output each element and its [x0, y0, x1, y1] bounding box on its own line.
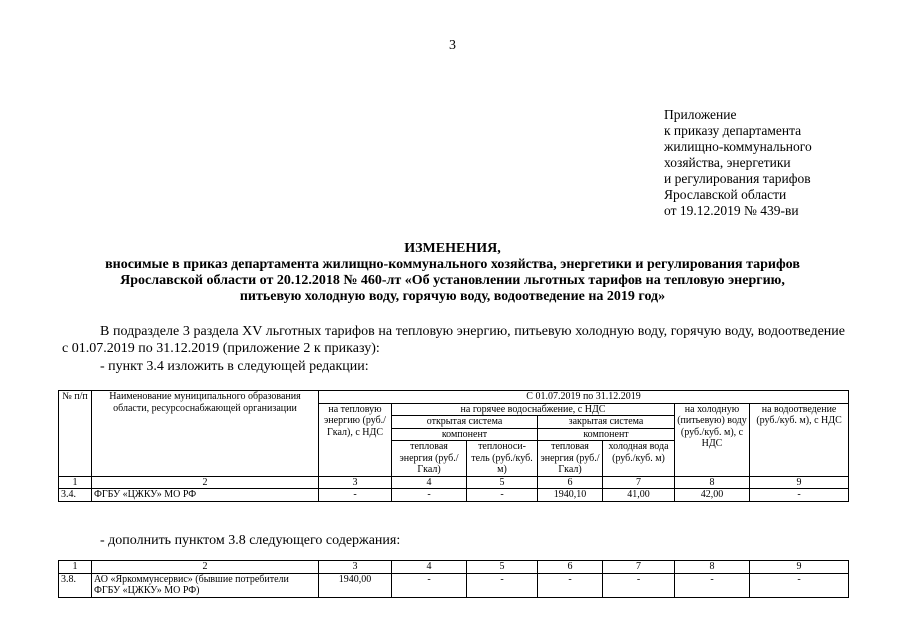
col-number: 8 — [675, 561, 750, 574]
cell-value: - — [675, 573, 750, 597]
header-closed-system: закрытая система — [538, 416, 675, 429]
col-number: 7 — [603, 561, 675, 574]
col-number: 6 — [538, 476, 603, 489]
cell-value: - — [392, 573, 467, 597]
header-cold-water-component: холодная вода (руб./куб. м) — [603, 441, 675, 477]
appendix-line: и регулирования тарифов — [664, 171, 811, 186]
header-num: № п/п — [59, 391, 92, 477]
header-heat: на тепловую энергию (руб./Гкал), с НДС — [319, 403, 392, 476]
cell-value: 1940,10 — [538, 489, 603, 502]
col-number: 3 — [319, 561, 392, 574]
table-row — [59, 489, 849, 502]
cell-value: - — [467, 489, 538, 502]
header-name: Наименование муниципального образования области, ресурсоснабжающей организации — [92, 391, 319, 477]
header-period: С 01.07.2019 по 31.12.2019 — [319, 391, 849, 404]
cell-value: - — [603, 573, 675, 597]
title-line: Ярославской области от 20.12.2018 № 460-лт «Об установлении льготных тарифов на тепловую энергию, — [120, 273, 785, 288]
intro-paragraph: В подразделе 3 раздела XV льготных тарифов на тепловую энергию, питьевую холодную воду, горячую воду, водоотведение с 01.07.2019 по 31.12.2019 (приложение 2 к приказу): — [62, 324, 845, 356]
cell-value: 41,00 — [603, 489, 675, 502]
cell-name: АО «Яркоммунсервис» (бывшие потребители ФГБУ «ЦЖКУ» МО РФ) — [92, 573, 319, 597]
cell-value: - — [319, 489, 392, 502]
col-number: 1 — [59, 476, 92, 489]
appendix-block — [664, 107, 812, 219]
header-component: компонент — [538, 428, 675, 441]
title-line: вносимые в приказ департамента жилищно-коммунального хозяйства, энергетики и регулирования тарифов — [105, 257, 800, 272]
header-heat-carrier: теплоноси-тель (руб./куб. м) — [467, 441, 538, 477]
header-cold-water: на холодную (питьевую) воду (руб./куб. м), с НДС — [675, 403, 750, 476]
col-number: 6 — [538, 561, 603, 574]
document-title — [60, 241, 845, 305]
appendix-line: Ярославской области — [664, 187, 787, 202]
header-component: компонент — [392, 428, 538, 441]
appendix-line: жилищно-коммунального — [664, 139, 812, 154]
header-sewage: на водоотведение (руб./куб. м), с НДС — [750, 403, 849, 476]
header-heat-energy: тепловая энергия (руб./Гкал) — [392, 441, 467, 477]
cell-value: 42,00 — [675, 489, 750, 502]
col-number: 2 — [92, 561, 319, 574]
cell-value: 1940,00 — [319, 573, 392, 597]
tariff-table-3-4 — [58, 390, 849, 502]
cell-value: - — [467, 573, 538, 597]
item-3-4-paragraph: - пункт 3.4 изложить в следующей редакции: — [100, 359, 369, 374]
col-number: 2 — [92, 476, 319, 489]
item-3-8-paragraph: - дополнить пунктом 3.8 следующего содержания: — [100, 533, 401, 548]
header-open-system: открытая система — [392, 416, 538, 429]
col-number: 4 — [392, 561, 467, 574]
title-line: ИЗМЕНЕНИЯ, — [404, 241, 501, 256]
col-number: 3 — [319, 476, 392, 489]
col-number: 5 — [467, 476, 538, 489]
title-line: питьевую холодную воду, горячую воду, водоотведение на 2019 год» — [239, 289, 666, 304]
col-number: 8 — [675, 476, 750, 489]
appendix-line: от 19.12.2019 № 439-ви — [664, 203, 799, 218]
cell-value: - — [750, 489, 849, 502]
cell-value: - — [392, 489, 467, 502]
cell-name: ФГБУ «ЦЖКУ» МО РФ — [92, 489, 319, 502]
col-number: 5 — [467, 561, 538, 574]
cell-value: - — [750, 573, 849, 597]
col-number: 7 — [603, 476, 675, 489]
col-number: 1 — [59, 561, 92, 574]
cell-value: - — [538, 573, 603, 597]
header-hot-water: на горячее водоснабжение, с НДС — [392, 403, 675, 416]
table-row — [59, 573, 849, 597]
header-heat-energy: тепловая энергия (руб./Гкал) — [538, 441, 603, 477]
appendix-line: к приказу департамента — [664, 123, 802, 138]
col-number: 4 — [392, 476, 467, 489]
cell-num: 3.8. — [59, 573, 92, 597]
appendix-line: хозяйства, энергетики — [664, 155, 791, 170]
column-numbers-row — [59, 476, 849, 489]
cell-num: 3.4. — [59, 489, 92, 502]
tariff-table-3-8 — [58, 560, 849, 598]
column-numbers-row — [59, 561, 849, 574]
col-number: 9 — [750, 561, 849, 574]
appendix-line: Приложение — [664, 107, 737, 122]
page-number: 3 — [449, 38, 456, 53]
col-number: 9 — [750, 476, 849, 489]
